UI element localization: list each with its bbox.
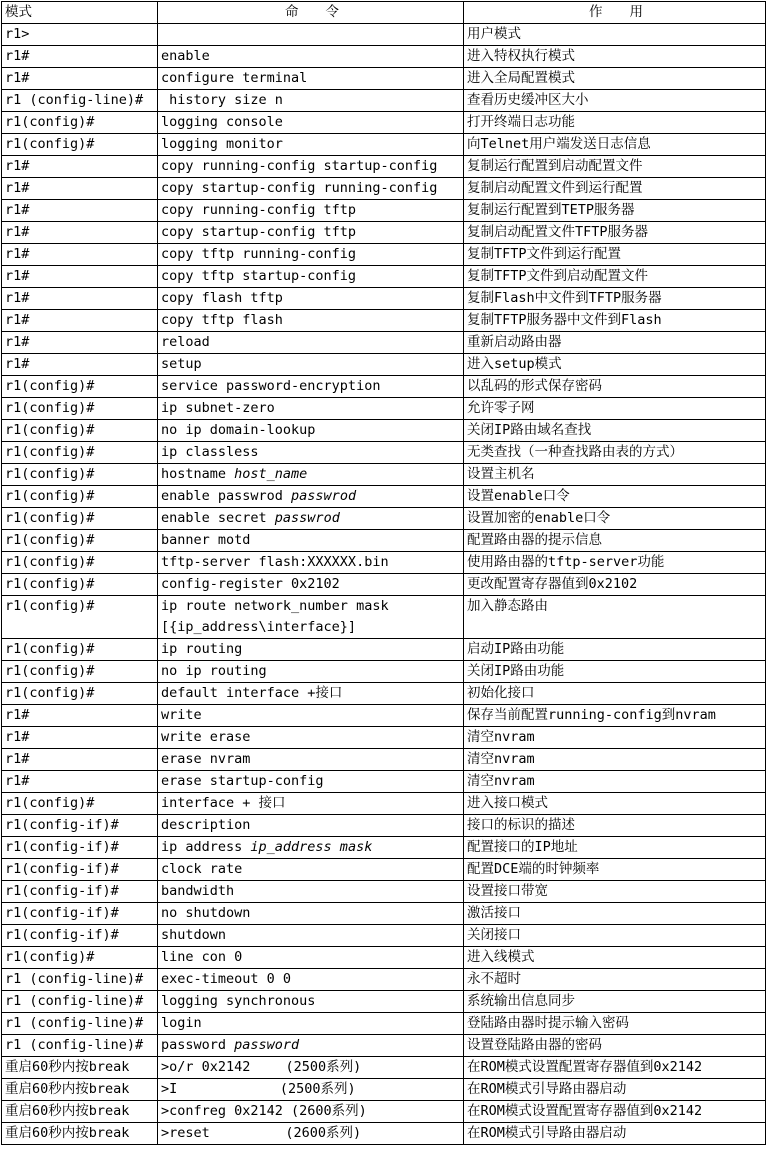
mode-cell: r1(config-if)# <box>2 903 158 925</box>
table-row <box>2 903 766 925</box>
table-row <box>2 1013 766 1035</box>
table-row <box>2 200 766 222</box>
command-cell <box>158 266 464 288</box>
table-row <box>2 530 766 552</box>
mode-cell: r1(config)# <box>2 486 158 508</box>
command-cell <box>158 749 464 771</box>
command-text: ip routing <box>161 641 243 657</box>
purpose-cell: 系统输出信息同步 <box>464 991 766 1013</box>
mode-cell: r1# <box>2 749 158 771</box>
command-cell <box>158 661 464 683</box>
purpose-cell: 设置加密的enable口令 <box>464 508 766 530</box>
command-cell <box>158 639 464 661</box>
table-row <box>2 771 766 793</box>
mode-cell: r1(config)# <box>2 134 158 156</box>
table-row <box>2 815 766 837</box>
purpose-cell: 用户模式 <box>464 24 766 46</box>
purpose-cell: 配置接口的IP地址 <box>464 837 766 859</box>
table-row <box>2 24 766 46</box>
mode-cell: r1 (config-line)# <box>2 969 158 991</box>
command-cell <box>158 24 464 46</box>
command-text: description <box>161 817 251 833</box>
table-row <box>2 749 766 771</box>
mode-cell: r1# <box>2 266 158 288</box>
table-row <box>2 661 766 683</box>
purpose-cell: 保存当前配置running-config到nvram <box>464 705 766 727</box>
mode-cell: r1(config-if)# <box>2 925 158 947</box>
table-row <box>2 947 766 969</box>
purpose-cell: 复制运行配置到TETP服务器 <box>464 200 766 222</box>
mode-cell: r1# <box>2 68 158 90</box>
command-cell <box>158 332 464 354</box>
table-row <box>2 90 766 112</box>
purpose-cell: 进入线模式 <box>464 947 766 969</box>
command-text: >o/r 0x2142 (2500系列) <box>161 1059 362 1075</box>
table-row <box>2 442 766 464</box>
header-mode: 模式 <box>2 2 158 24</box>
purpose-cell: 在ROM模式设置配置寄存器值到0x2142 <box>464 1101 766 1123</box>
header-command: 命 令 <box>158 2 464 24</box>
mode-cell: r1 (config-line)# <box>2 1013 158 1035</box>
purpose-cell: 重新启动路由器 <box>464 332 766 354</box>
table-row <box>2 969 766 991</box>
mode-cell: r1(config)# <box>2 398 158 420</box>
mode-cell: r1(config)# <box>2 793 158 815</box>
header-purpose: 作 用 <box>464 2 766 24</box>
command-cell <box>158 925 464 947</box>
purpose-cell: 进入setup模式 <box>464 354 766 376</box>
command-cell <box>158 376 464 398</box>
table-row <box>2 727 766 749</box>
purpose-cell: 允许零子网 <box>464 398 766 420</box>
command-text: ip classless <box>161 444 259 460</box>
command-cell <box>158 178 464 200</box>
command-cell <box>158 552 464 574</box>
table-row <box>2 1035 766 1057</box>
table-row <box>2 991 766 1013</box>
mode-cell: r1# <box>2 222 158 244</box>
purpose-cell: 复制TFTP服务器中文件到Flash <box>464 310 766 332</box>
purpose-cell: 关闭IP路由功能 <box>464 661 766 683</box>
purpose-cell: 设置enable口令 <box>464 486 766 508</box>
mode-cell: r1 (config-line)# <box>2 90 158 112</box>
purpose-cell: 进入全局配置模式 <box>464 68 766 90</box>
command-cell <box>158 881 464 903</box>
purpose-cell: 设置接口带宽 <box>464 881 766 903</box>
table-row <box>2 134 766 156</box>
purpose-cell: 打开终端日志功能 <box>464 112 766 134</box>
command-text: interface + 接口 <box>161 795 286 811</box>
command-text: default interface +接口 <box>161 685 343 701</box>
command-argument: ip_address mask <box>250 839 373 855</box>
command-text: logging monitor <box>161 136 283 152</box>
command-argument: passwrod <box>274 510 340 526</box>
header-row <box>2 2 766 24</box>
mode-cell: r1# <box>2 156 158 178</box>
command-text: copy startup-config running-config <box>161 180 438 196</box>
mode-cell: r1(config)# <box>2 112 158 134</box>
command-cell <box>158 991 464 1013</box>
command-text: enable <box>161 48 210 64</box>
mode-cell: 重启60秒内按break <box>2 1057 158 1079</box>
purpose-cell: 关闭接口 <box>464 925 766 947</box>
mode-cell: r1# <box>2 771 158 793</box>
mode-cell: r1# <box>2 288 158 310</box>
mode-cell: r1(config-if)# <box>2 837 158 859</box>
purpose-cell: 永不超时 <box>464 969 766 991</box>
command-cell <box>158 1079 464 1101</box>
table-row <box>2 793 766 815</box>
command-text: enable passwrod <box>161 488 292 504</box>
command-cell <box>158 508 464 530</box>
command-text: copy running-config startup-config <box>161 158 438 174</box>
command-text: service password-encryption <box>161 378 381 394</box>
command-text: password <box>161 1037 235 1053</box>
command-cell <box>158 815 464 837</box>
command-text: write erase <box>161 729 251 745</box>
purpose-cell: 进入接口模式 <box>464 793 766 815</box>
mode-cell: r1 (config-line)# <box>2 1035 158 1057</box>
command-text: login <box>161 1015 202 1031</box>
mode-cell: r1(config)# <box>2 464 158 486</box>
command-cell <box>158 112 464 134</box>
mode-cell: r1# <box>2 727 158 749</box>
purpose-cell: 加入静态路由 <box>464 596 766 639</box>
command-text: write <box>161 707 202 723</box>
command-cell <box>158 771 464 793</box>
purpose-cell: 清空nvram <box>464 749 766 771</box>
mode-cell: r1(config-if)# <box>2 881 158 903</box>
command-text: copy tftp startup-config <box>161 268 357 284</box>
command-cell <box>158 200 464 222</box>
command-text: tftp-server flash:XXXXXX.bin <box>161 554 389 570</box>
purpose-cell: 关闭IP路由域名查找 <box>464 420 766 442</box>
command-text: logging console <box>161 114 283 130</box>
purpose-cell: 配置DCE端的时钟频率 <box>464 859 766 881</box>
purpose-cell: 清空nvram <box>464 727 766 749</box>
mode-cell: r1 (config-line)# <box>2 991 158 1013</box>
table-row <box>2 683 766 705</box>
table-row <box>2 705 766 727</box>
command-text: logging synchronous <box>161 993 316 1009</box>
command-cell <box>158 596 464 639</box>
purpose-cell: 更改配置寄存器值到0x2102 <box>464 574 766 596</box>
command-text: no shutdown <box>161 905 251 921</box>
purpose-cell: 使用路由器的tftp-server功能 <box>464 552 766 574</box>
table-row <box>2 881 766 903</box>
mode-cell: r1(config)# <box>2 530 158 552</box>
command-cell <box>158 420 464 442</box>
mode-cell: r1(config-if)# <box>2 859 158 881</box>
command-text: bandwidth <box>161 883 235 899</box>
table-row <box>2 178 766 200</box>
command-cell <box>158 310 464 332</box>
command-text: copy flash tftp <box>161 290 283 306</box>
purpose-cell: 复制TFTP文件到启动配置文件 <box>464 266 766 288</box>
mode-cell: r1# <box>2 200 158 222</box>
purpose-cell: 设置主机名 <box>464 464 766 486</box>
purpose-cell: 复制启动配置文件TFTP服务器 <box>464 222 766 244</box>
command-text: exec-timeout 0 0 <box>161 971 292 987</box>
command-cell <box>158 793 464 815</box>
command-cell <box>158 398 464 420</box>
command-table <box>1 1 766 1145</box>
table-row <box>2 222 766 244</box>
command-cell <box>158 68 464 90</box>
mode-cell: r1(config)# <box>2 574 158 596</box>
purpose-cell: 复制Flash中文件到TFTP服务器 <box>464 288 766 310</box>
command-text: configure terminal <box>161 70 308 86</box>
mode-cell: 重启60秒内按break <box>2 1079 158 1101</box>
table-row <box>2 1123 766 1145</box>
command-cell <box>158 464 464 486</box>
mode-cell: r1(config)# <box>2 508 158 530</box>
purpose-cell: 以乱码的形式保存密码 <box>464 376 766 398</box>
table-body <box>2 24 766 1145</box>
command-argument: passwrod <box>291 488 357 504</box>
command-cell <box>158 1101 464 1123</box>
command-cell <box>158 244 464 266</box>
mode-cell: r1# <box>2 332 158 354</box>
command-text: shutdown <box>161 927 227 943</box>
mode-cell: r1(config)# <box>2 420 158 442</box>
command-cell <box>158 288 464 310</box>
command-text: clock rate <box>161 861 243 877</box>
command-cell <box>158 574 464 596</box>
table-row <box>2 112 766 134</box>
table-row <box>2 354 766 376</box>
purpose-cell: 登陆路由器时提示输入密码 <box>464 1013 766 1035</box>
table-row <box>2 398 766 420</box>
table-row <box>2 288 766 310</box>
mode-cell: r1(config)# <box>2 376 158 398</box>
command-cell <box>158 530 464 552</box>
command-text: copy startup-config tftp <box>161 224 357 240</box>
command-cell <box>158 222 464 244</box>
table-row <box>2 1057 766 1079</box>
command-text: ip address <box>161 839 251 855</box>
table-row <box>2 156 766 178</box>
command-text: history size n <box>161 92 283 108</box>
mode-cell: r1(config)# <box>2 947 158 969</box>
purpose-cell: 设置登陆路由器的密码 <box>464 1035 766 1057</box>
mode-cell: r1(config)# <box>2 639 158 661</box>
table-row <box>2 332 766 354</box>
purpose-cell: 激活接口 <box>464 903 766 925</box>
table-row <box>2 596 766 639</box>
command-cell <box>158 486 464 508</box>
mode-cell: r1(config)# <box>2 596 158 639</box>
command-cell <box>158 705 464 727</box>
command-cell <box>158 442 464 464</box>
purpose-cell: 清空nvram <box>464 771 766 793</box>
command-cell <box>158 156 464 178</box>
mode-cell: r1> <box>2 24 158 46</box>
table-row <box>2 376 766 398</box>
command-argument: host_name <box>234 466 308 482</box>
table-row <box>2 574 766 596</box>
table-row <box>2 68 766 90</box>
command-text: setup <box>161 356 202 372</box>
command-cell <box>158 1035 464 1057</box>
table-row <box>2 639 766 661</box>
purpose-cell: 复制启动配置文件到运行配置 <box>464 178 766 200</box>
command-text: enable secret <box>161 510 275 526</box>
mode-cell: r1(config)# <box>2 661 158 683</box>
purpose-cell: 复制运行配置到启动配置文件 <box>464 156 766 178</box>
command-cell <box>158 947 464 969</box>
table-row <box>2 486 766 508</box>
table-row <box>2 837 766 859</box>
command-cell <box>158 1123 464 1145</box>
table-row <box>2 310 766 332</box>
command-cell <box>158 969 464 991</box>
command-cell <box>158 727 464 749</box>
purpose-cell: 查看历史缓冲区大小 <box>464 90 766 112</box>
mode-cell: r1# <box>2 244 158 266</box>
command-cell <box>158 90 464 112</box>
purpose-cell: 配置路由器的提示信息 <box>464 530 766 552</box>
mode-cell: r1(config)# <box>2 683 158 705</box>
command-argument: password <box>234 1037 300 1053</box>
command-cell <box>158 354 464 376</box>
purpose-cell: 进入特权执行模式 <box>464 46 766 68</box>
purpose-cell: 初始化接口 <box>464 683 766 705</box>
command-text: >reset (2600系列) <box>161 1125 362 1141</box>
table-row <box>2 420 766 442</box>
command-text: ip route network_number mask [{ip_address\interface}] <box>161 598 389 635</box>
command-cell <box>158 837 464 859</box>
mode-cell: r1# <box>2 46 158 68</box>
mode-cell: r1# <box>2 705 158 727</box>
table-row <box>2 464 766 486</box>
command-cell <box>158 1057 464 1079</box>
mode-cell: r1# <box>2 310 158 332</box>
table-row <box>2 244 766 266</box>
purpose-cell: 向Telnet用户端发送日志信息 <box>464 134 766 156</box>
command-cell <box>158 903 464 925</box>
table-row <box>2 925 766 947</box>
mode-cell: r1# <box>2 178 158 200</box>
command-text: copy tftp running-config <box>161 246 357 262</box>
command-text: copy tftp flash <box>161 312 283 328</box>
mode-cell: r1# <box>2 354 158 376</box>
mode-cell: 重启60秒内按break <box>2 1123 158 1145</box>
command-text: line con 0 <box>161 949 243 965</box>
command-text: config-register 0x2102 <box>161 576 340 592</box>
table-row <box>2 508 766 530</box>
command-text: hostname <box>161 466 235 482</box>
purpose-cell: 无类查找（一种查找路由表的方式） <box>464 442 766 464</box>
command-text: erase startup-config <box>161 773 324 789</box>
table-row <box>2 1079 766 1101</box>
command-text: >confreg 0x2142 (2600系列) <box>161 1103 367 1119</box>
mode-cell: r1(config)# <box>2 442 158 464</box>
table-row <box>2 46 766 68</box>
command-text: reload <box>161 334 210 350</box>
command-cell <box>158 859 464 881</box>
purpose-cell: 在ROM模式设置配置寄存器值到0x2142 <box>464 1057 766 1079</box>
command-text: ip subnet-zero <box>161 400 275 416</box>
mode-cell: 重启60秒内按break <box>2 1101 158 1123</box>
table-row <box>2 1101 766 1123</box>
table-row <box>2 552 766 574</box>
mode-cell: r1(config)# <box>2 552 158 574</box>
command-text: erase nvram <box>161 751 251 767</box>
command-text: no ip routing <box>161 663 267 679</box>
table-row <box>2 266 766 288</box>
purpose-cell: 在ROM模式引导路由器启动 <box>464 1123 766 1145</box>
command-cell <box>158 134 464 156</box>
command-text: banner motd <box>161 532 251 548</box>
purpose-cell: 复制TFTP文件到运行配置 <box>464 244 766 266</box>
command-cell <box>158 683 464 705</box>
command-text: no ip domain-lookup <box>161 422 316 438</box>
table-row <box>2 859 766 881</box>
command-cell <box>158 46 464 68</box>
mode-cell: r1(config-if)# <box>2 815 158 837</box>
command-cell <box>158 1013 464 1035</box>
command-text: copy running-config tftp <box>161 202 357 218</box>
purpose-cell: 接口的标识的描述 <box>464 815 766 837</box>
command-text: >I (2500系列) <box>161 1081 356 1097</box>
purpose-cell: 启动IP路由功能 <box>464 639 766 661</box>
purpose-cell: 在ROM模式引导路由器启动 <box>464 1079 766 1101</box>
